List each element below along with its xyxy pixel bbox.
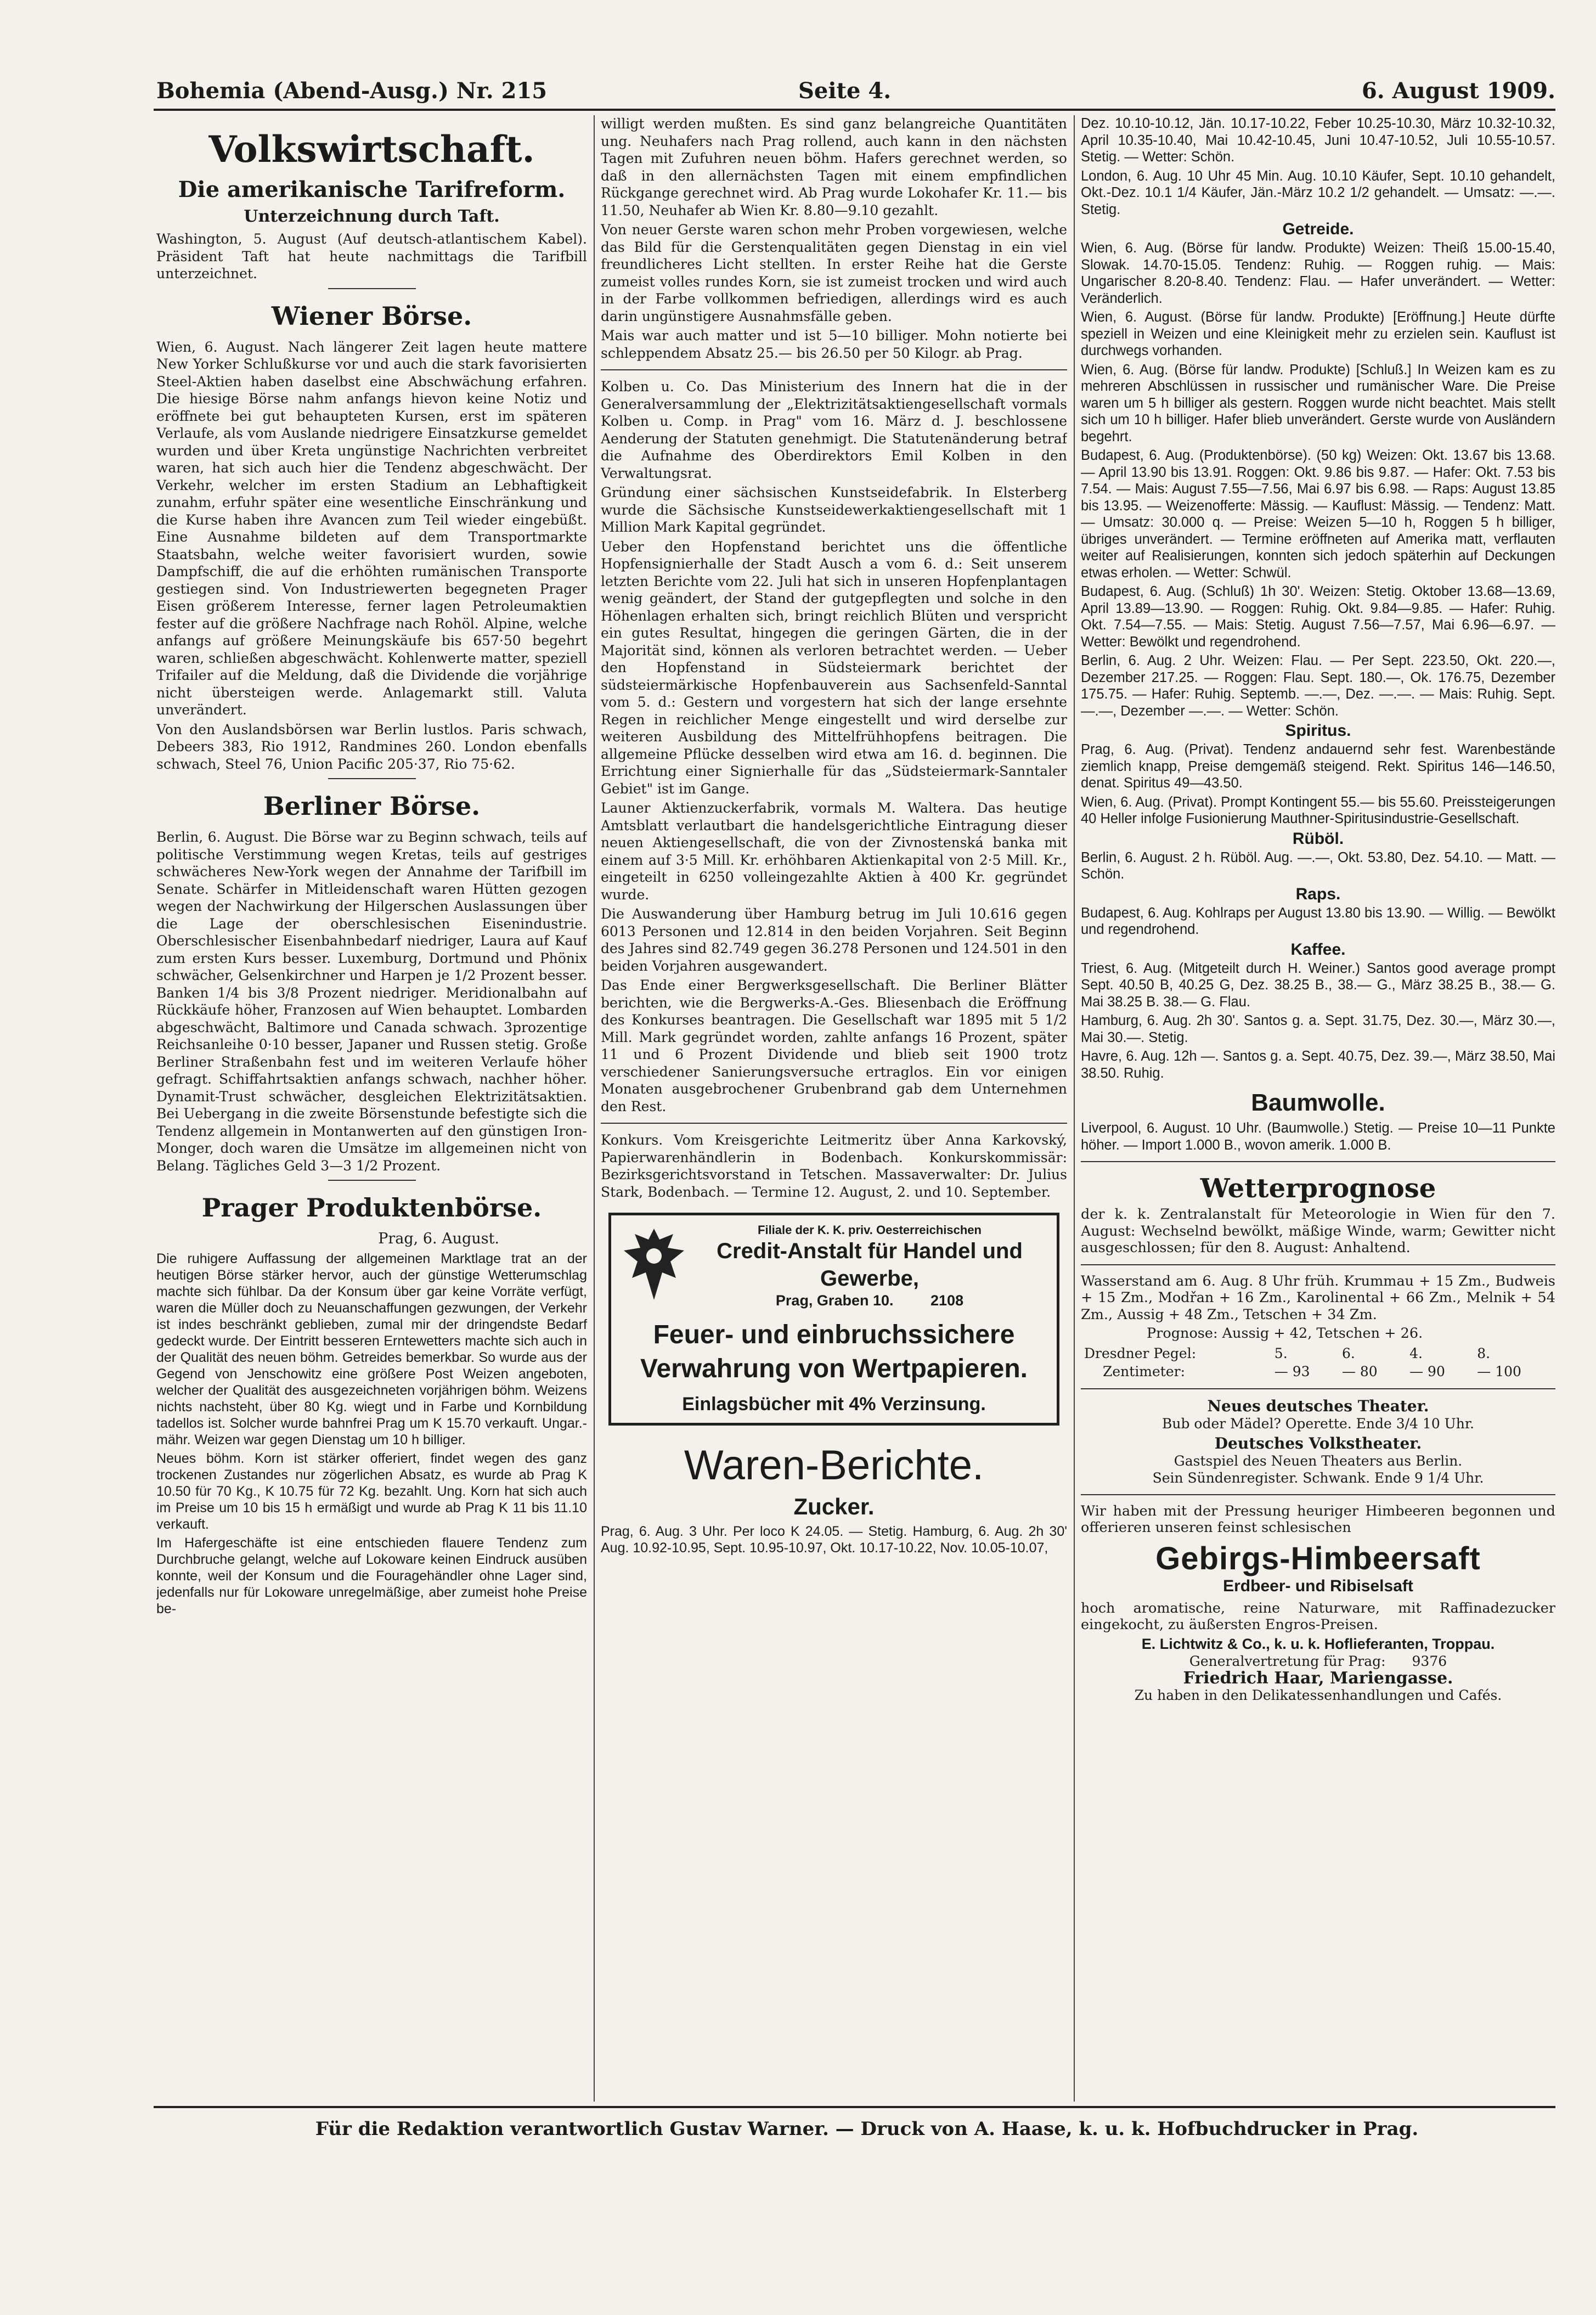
ad-code: 9376 [1412,1653,1447,1669]
table-cell: — 100 [1477,1363,1521,1379]
article-paragraph: Von den Auslandsbörsen war Berlin lustlos. Paris schwach, Debeers 383, Rio 1912, Randmines 260. London ebenfalls schwach, Steel 76, Union Pacific 205·37, Rio 75·62. [156,721,587,772]
article-paragraph: Kolben u. Co. Das Ministerium des Innern hat die in der Generalversammlung der „Elektrizitätsaktiengesellschaft vormals Kolben u. Comp. in Prag" vom 16. März d. J. beschlossene Aenderung der Statuten genehmigt. Die Statutenänderung betraf die Aufnahme des Oberdirektors Emil Kolben in den Verwaltungsrat. [601,379,1067,481]
article-paragraph: Das Ende einer Bergwerksgesellschaft. Die Berliner Blätter berichten, wie die Bergwerks-A.-Ges. Bliesenbach die Eröffnung des Konkurses beantragen. Die Gesellschaft war 1895 mit 5 1/2 Mill. Mark gegründet worden, zahlte anfangs 16 Prozent, später 11 und 6 Prozent Dividende und blieb seit 1900 trotz verschiedener Sanierungsversuche ertraglos. Ein vor einigen Monaten ausgebrochener Grubenbrand gab dem Unternehmen den Rest. [601,977,1067,1114]
article-paragraph: Gründung einer sächsischen Kunstseidefabrik. In Elsterberg wurde die Sächsische Kunstseidewerkaktiengesellschaft mit 1 Million Mark Kapital gegründet. [601,485,1067,535]
divider [328,778,416,779]
ad-firm: E. Lichtwitz & Co., k. u. k. Hoflieferanten, Troppau. [1141,1635,1495,1652]
market-report: Hamburg, 6. Aug. 2h 30'. Santos g. a. Sept. 31.75, Dez. 30.—, März 30.—, Mai 30.—. Stetig. [1081,1013,1555,1045]
market-report: Liverpool, 6. August. 10 Uhr. (Baumwolle.) Stetig. — Preise 10—11 Punkte höher. — Import 1.000 B., wovon amerik. 1.000 B. [1081,1120,1555,1153]
market-report: Triest, 6. Aug. (Mitgeteilt durch H. Weiner.) Santos good average prompt Sept. 40.50 B, 40.25 G, Dez. 38.25 B., 38.— G., März 38.25 B., 38.— G. Mai 38.25 B. 38.— G. Flau. [1081,960,1555,1010]
article-paragraph: Mais war auch matter und ist 5—10 billiger. Mohn notierte bei schleppendem Absatz 25.— bis 26.50 per 50 Kilogr. ab Prag. [601,328,1067,361]
dateline: Prag, 6. August. [378,1230,499,1247]
divider [328,1180,416,1181]
market-report: Prag, 6. Aug. 3 Uhr. Per loco K 24.05. — Stetig. Hamburg, 6. Aug. 2h 30' Aug. 10.92-10.95, Sept. 10.95-10.97, Okt. 10.17-10.22, Nov. 10.05-10.07, [601,1524,1067,1556]
market-report: London, 6. Aug. 10 Uhr 45 Min. Aug. 10.10 Käufer, Sept. 10.10 gehandelt, Okt.-Dez. 10.1 1/4 Käufer, Jän.-März 10.2 1/2 gehandelt. — Umsatz: —.—. Stetig. [1081,168,1555,217]
article-paragraph: Die Auswanderung über Hamburg betrug im Juli 10.616 gegen 6013 Personen und 12.814 in den beiden Vorjahren. Seit Beginn des Jahres sind 82.749 gegen 36.278 Personen und 124.501 in den beiden Vorjahren ausgewandert. [601,906,1067,974]
market-report: Berlin, 6. August. 2 h. Rüböl. Aug. —.—, Okt. 53.80, Dez. 54.10. — Matt. — Schön. [1081,849,1555,882]
column-divider [1074,115,1075,2102]
article-paragraph: Washington, 5. August (Auf deutsch-atlantischem Kabel). Präsident Taft hat heute nachmittags die Tarifbill unterzeichnet. [156,231,587,281]
market-report: Budapest, 6. Aug. Kohlraps per August 13.80 bis 13.90. — Willig. — Bewölkt und regendrohend. [1081,905,1555,937]
article-paragraph: willigt werden mußten. Es sind ganz belangreiche Quantitäten ung. Neuhafers nach Prag rollend, auch kann in den nächsten Tagen mit Zufuhren neuen böhm. Hafers gerechnet werden, so daß in den allernächsten Tagen mit einem empfindlichen Rückgange gerechnet wird. Ab Prag wurde Lokohafer Kr. 11.— bis 11.50, Neuhafer ab Wien Kr. 8.80—9.10 gezahlt. [601,116,1067,218]
article-title: Die amerikanische Tarifreform. [178,177,566,202]
bank-advertisement [608,1213,1059,1426]
ad-representation: Generalvertretung für Prag: [1189,1653,1386,1669]
divider [601,369,1067,370]
ad-availability: Zu haben in den Delikatessenhandlungen und Cafés. [1134,1687,1502,1703]
category-heading: Rüböl. [1292,829,1344,848]
market-report: Havre, 6. Aug. 12h —. Santos g. a. Sept. 40.75, Dez. 39.—, März 38.50, Mai 38.50. Ruhig. [1081,1049,1555,1081]
imprint: Für die Redaktion verantwortlich Gustav Warner. — Druck von A. Haase, k. u. k. Hofbuchdrucker in Prag. [315,2118,1419,2140]
table-cell: Zentimeter: [1103,1363,1186,1379]
divider [601,1123,1067,1124]
theater-program: Bub oder Mädel? Operette. Ende 3/4 10 Uhr. [1162,1415,1474,1432]
divider [1081,1264,1555,1265]
ad-product-sub: Erdbeer- und Ribiselsaft [1223,1576,1413,1595]
article-paragraph: Ueber den Hopfenstand berichtet uns die öffentliche Hopfensignierhalle der Stadt Ausch a vom 6. d.: Seit unserem letzten Berichte vom 22. Juli hat sich in unseren Hopfenplantagen wenig geändert, der Stand der gutgepflegten und solche in den Höhenlagen erhalten sich, bringt reichlich Blüten und verspricht ein gutes Resultat, hingegen die geringen Gärten, die in der Majorität sind, können als verloren betrachtet werden. — Ueber den Hopfenstand in Südsteiermark berichtet der südsteiermärkische Hopfenbauverein aus Sachsenfeld-Sanntal vom 5. d.: Gestern und vorgestern hat sich der lange ersehnte Regen in reichlicher Menge eingestellt und wird derselbe zur weiteren Ausbildung des Mittelfrühhopfens beitragen. Die allgemeine Pflücke desselben wird etwa am 16. d. beginnen. Die Errichtung einer Signierhalle für das „Südsteiermark-Sanntaler Gebiet" ist im Gange. [601,538,1067,797]
bank-service: Feuer- und einbruchssichere Verwahrung von Wertpapieren. [640,1320,1028,1383]
page-header [151,76,1555,106]
bank-name: Credit-Anstalt für Handel und Gewerbe, [717,1239,1023,1291]
category-heading: Raps. [1295,885,1341,903]
header-rule [154,109,1555,111]
table-cell: — 90 [1409,1363,1445,1379]
market-report: Prag, 6. Aug. (Privat). Tendenz andauernd sehr fest. Warenbestände ziemlich knapp, Preise demgemäß steigend. Rekt. Spiritus 146—146.50, denat. Spiritus 49—43.50. [1081,742,1555,791]
ad-intro: Wir haben mit der Pressung heuriger Himbeeren begonnen und offerieren unseren feinst schlesischen [1081,1502,1555,1536]
category-heading: Getreide. [1282,220,1354,238]
ad-text: hoch aromatische, reine Naturware, mit Raffinadezucker eingekocht, zu äußersten Engros-Preisen. [1081,1599,1555,1633]
market-report: Budapest, 6. Aug. (Produktenbörse). (50 kg) Weizen: Okt. 13.67 bis 13.68. — April 13.90 bis 13.91. Roggen: Okt. 9.86 bis 9.87. — Hafer: Okt. 7.53 bis 7.54. — Mais: August 7.55—7.56, Mai 6.97 bis 6.98. — Raps: August 13.85 bis 13.95. — Weizenofferte: Mässig. — Kauflust: Mässig. — Tendenz: Matt. — Umsatz: 30.000 q. — Preise: Weizen 5—10 h, Roggen 5 h billiger, übriges unverändert. — Termine eröffneten auf Amerika matt, verflauten weiter auf Realisierungen, konnten sich jedoch späterhin auf Deckungen etwas erholen. — Wetter: Schwül. [1081,448,1555,581]
theater-name: Deutsches Volkstheater. [1214,1434,1422,1452]
market-report: Wien, 6. Aug. (Privat). Prompt Kontingent 55.— bis 55.60. Preissteigerungen 40 Heller infolge Fusionierung Mauthner-Spiritusindustrie-Gesellschaft. [1081,794,1555,826]
market-reports-title: Waren-Berichte. [684,1442,984,1489]
article-paragraph: Im Hafergeschäfte ist eine entschieden flauere Tendenz zum Durchbruche gelangt, welche auf Lokoware keinen Eindruck ausüben konnte, weil der Konsum und die Fouragehändler ohne Lager sind, jedenfalls nur für Lokoware unregelmäßige, aber zumeist hohe Preise be- [156,1535,587,1616]
table-cell: — 80 [1341,1363,1378,1379]
article-paragraph: Neues böhm. Korn ist stärker offeriert, findet wegen des ganz trockenen Zustandes nur zögerlichen Absatz, es wurde ab Prag K 10.50 für 70 Kg., K 10.75 für 72 Kg. bezahlt. Ung. Korn hat sich auch im Preise um 10 bis 15 h ermäßigt und wurde ab Prag K 11 bis 11.10 verkauft. [156,1451,587,1532]
column-1 [156,115,587,2102]
eagle-crest-icon [621,1223,687,1305]
category-heading: Zucker. [793,1494,875,1519]
article-subtitle: Unterzeichnung durch Taft. [244,207,500,226]
article-paragraph: Berlin, 6. August. Die Börse war zu Beginn schwach, teils auf politische Verstimmung wegen Kretas, teils auf gestriges schwächeres New-York wegen der Annahme der Tarifbill im Senate. Schärfer in Mitleidenschaft waren Hütten gezogen wegen der Nachwirkung der Hilgerschen Auslassungen über die Lage der oberschlesischen Eisenindustrie. Oberschlesischer Eisenbahnbedarf niedriger, Laura auf Kauf zum ersten Kurs besser. Luxemburg, Dortmund und Phönix schwächer, Gelsenkirchner und Harpen je 1/2 Prozent besser. Banken 1/4 bis 3/8 Prozent niedriger. Meridionalbahn auf Rückkäufe höher, Franzosen auf Wien behauptet. Lombarden abgeschwächt, Baltimore und Canada schwach. 3prozentige Reichsanleihe 0·10 besser, Japaner und Russen stetig. Große Berliner Straßenbahn fest und im weiteren Verlaufe höher gefragt. Schiffahrtsaktien anfangs schwach, nachher höher. Dynamit-Trust schwächer, desgleichen Elektrizitätsaktien. Bei Uebergang in die zweite Börsenstunde befestigte sich die Tendenz allgemein in Montanwerten auf den günstigen Iron-Monger, doch waren die Umsätze im allgemeinen nicht von Belang. Tägliches Geld 3—3 1/2 Prozent. [156,829,587,1174]
article-title: Berliner Börse. [263,791,481,821]
ad-dealer: Friedrich Haar, Mariengasse. [1183,1668,1453,1688]
table-cell: 6. [1341,1345,1355,1361]
column-2 [601,115,1067,2102]
article-title: Prager Produktenbörse. [201,1193,542,1223]
category-heading: Baumwolle. [1251,1089,1385,1116]
table-cell: 5. [1274,1345,1288,1361]
market-report: Berlin, 6. Aug. 2 Uhr. Weizen: Flau. — Per Sept. 223.50, Okt. 220.—, Dezember 217.25. — Roggen: Flau. Sept. 180.—, Ok. 176.75, Dezember 175.75. — Hafer: Ruhig. Septemb. —.—, Dez. —.—. — Mais: Ruhig. Sept. —.—, Dezember —.—. — Wetter: Schön. [1081,653,1555,719]
table-cell: 8. [1477,1345,1491,1361]
article-paragraph: Von neuer Gerste waren schon mehr Proben vorgewiesen, welche das Bild für die Gerstenqualitäten gegen Dienstag in ein viel freundlicheres Licht stellten. In erster Reihe hat die Gerste zumeist volles rundes Korn, sie ist zumeist trocken und wird auch in der Farbe vollkommen befriedigen, allerdings wird es auch darin ungünstigere Ausnahmsfälle geben. [601,222,1067,324]
bank-interest: Einlagsbücher mit 4% Verzinsung. [682,1394,986,1415]
category-heading: Spiritus. [1285,722,1351,740]
weather-forecast: der k. k. Zentralanstalt für Meteorologie in Wien für den 7. August: Wechselnd bewölkt, mäßige Winde, warm; Gewitter nicht ausgeschlossen; für den 8. August: Anhaltend. [1081,1206,1555,1256]
bank-branch-line: Filiale der K. K. priv. Oesterreichischen [758,1223,982,1237]
market-report: Budapest, 6. Aug. (Schluß) 1h 30'. Weizen: Stetig. Oktober 13.68—13.69, April 13.89—13.90. — Roggen: Ruhig. Okt. 9.84—9.85. — Hafer: Ruhig. Okt. 7.54—7.55. — Mais: Stetig. August 7.56—7.57, Mai 6.96—6.97. — Wetter: Bewölkt und regendrohend. [1081,584,1555,650]
issue-date: 6. August 1909. [1361,78,1555,104]
divider [328,288,416,289]
column-divider [594,115,595,2102]
divider [1081,1494,1555,1495]
page-number: Seite 4. [798,78,892,104]
ad-product-name: Gebirgs-Himbeersaft [1155,1540,1481,1576]
section-title: Volkswirtschaft. [208,128,535,171]
article-paragraph: Launer Aktienzuckerfabrik, vormals M. Waltera. Das heutige Amtsblatt verlautbart die handelsgerichtliche Eintragung dieser neuen Aktiengesellschaft, die von der Zivnostenská banka mit einem auf 3·5 Mill. Kr. erhöhbaren Aktienkapital von 2·5 Mill. Kr., eingeteilt in 6250 volleingezahlte Aktien à 400 Kr. gegründet wurde. [601,800,1067,903]
market-report: Wien, 6. August. (Börse für landw. Produkte) [Eröffnung.] Heute dürfte speziell in Weizen und eine Kleinigkeit mehr zu erzielen sein. Kauflust ist durchwegs vorhanden. [1081,309,1555,358]
divider [1081,1388,1555,1389]
table-row [1081,1362,1555,1381]
market-report: Dez. 10.10-10.12, Jän. 10.17-10.22, Feber 10.25-10.30, März 10.32-10.32, April 10.35-10.40, Mai 10.42-10.45, Juni 10.47-10.52, Juli 10.55-10.57. Stetig. — Wetter: Schön. [1081,116,1555,165]
table-row [1081,1344,1555,1362]
theater-program: Sein Sündenregister. Schwank. Ende 9 1/4 Uhr. [1152,1469,1484,1486]
divider [1081,1161,1555,1162]
category-heading: Kaffee. [1290,940,1346,959]
article-paragraph: Konkurs. Vom Kreisgerichte Leitmeritz über Anna Karkovský, Papierwarenhändlerin in Bodenbach. Konkurskommissär: Bezirksgerichtsvorstand in Tetschen. Massaverwalter: Dr. Julius Stark, Bodenbach. — Termine 12. August, 2. und 10. September. [601,1132,1067,1200]
water-prognosis: Prognose: Aussig + 42, Tetschen + 26. [1147,1325,1423,1342]
footer-rule [154,2106,1555,2108]
column-3 [1081,115,1555,2102]
bank-address: Prag, Graben 10. [775,1292,894,1309]
theater-program: Gastspiel des Neuen Theaters aus Berlin. [1174,1452,1463,1469]
article-paragraph: Die ruhigere Auffassung der allgemeinen Marktlage trat an der heutigen Börse stärker hervor, auch der günstige Wetterumschlag machte sich fühlbar. Da der Konsum über gar keine Vorräte verfügt, waren die Müller doch zu Neuanschaffungen gezwungen, der Verkehr ist indes beschränkt geblieben, zumal mir der dringendste Bedarf gedeckt wurde. Der Eintritt besseren Erntewetters machte sich auch in der Qualität des neuen böhm. Getreides bemerkbar. So wurde aus der Gegend von Jenschowitz eine größere Post Weizen angeboten, welcher der Qualität des ausgezeichneten vorjährigen böhm. Weizens nichts nachsteht, über 80 Kg. wiegt und in Farbe und Kornbildung tadellos ist. Solcher wurde bahnfrei Prag um K 15.70 verkauft. Ungar.-mähr. Weizen war gegen Dienstag um 10 h billiger. [156,1251,587,1447]
weather-title: Wetterprognose [1200,1173,1436,1204]
gauge-table [1081,1344,1555,1381]
water-level: Wasserstand am 6. Aug. 8 Uhr früh. Krummau + 15 Zm., Budweis + 15 Zm., Modřan + 16 Zm., Karolinental + 66 Zm., Melnik + 54 Zm., Aussig + 48 Zm., Tetschen + 34 Zm. [1081,1272,1555,1323]
theater-name: Neues deutsches Theater. [1207,1396,1429,1415]
table-cell: 4. [1409,1345,1423,1361]
table-cell: Dresdner Pegel: [1084,1345,1197,1361]
article-title: Wiener Börse. [271,301,472,331]
bank-ad-code: 2108 [930,1292,964,1309]
masthead-issue: Bohemia (Abend-Ausg.) Nr. 215 [156,78,548,104]
market-report: Wien, 6. Aug. (Börse für landw. Produkte) [Schluß.] In Weizen kam es zu mehreren Abschlüssen in russischer und rumänischer Ware. Die Preise waren um 5 h billiger als gestern. Roggen wurde nicht beachtet. Mais stellt sich um 10 h billiger. Hafer blieb unverändert. Gerste wurde von Ausländern begehrt. [1081,362,1555,444]
market-report: Wien, 6. Aug. (Börse für landw. Produkte) Weizen: Theiß 15.00-15.40, Slowak. 14.70-15.05. Tendenz: Ruhig. — Roggen ruhig. — Mais: Ungarischer 8.20-8.40. Tendenz: Flau. — Hafer unverändert. — Wetter: Veränderlich. [1081,240,1555,306]
table-cell: — 93 [1274,1363,1310,1379]
article-paragraph: Wien, 6. August. Nach längerer Zeit lagen heute mattere New Yorker Schlußkurse vor und auch die stark favorisierten Steel-Aktien haben daselbst eine Abschwächung erfahren. Die hiesige Börse nahm anfangs hievon keine Notiz und eröffnete bei gut behaupteten Kursen, erst im späteren Verlaufe, als vom Auslande niedrigere Einsatzkurse gemeldet wurden und über Kreta ungünstige Nachrichten verbreitet waren, hat sich auch hier die Tendenz abgeschwächt. Der Verkehr, welcher im ersten Stadium an Lebhaftigkeit zunahm, erfuhr später eine wesentliche Einschränkung und die Kurse haben ihre Avancen zum Teil wieder eingebüßt. Eine Ausnahme bildeten auf dem Transportmarkte Staatsbahn, welche weiter favorisiert wurden, sowie Dampfschiff, die auf die erhöhten rumänischen Transporte gestiegen sind. Von Industriewerten begegneten Prager Eisen größerem Interesse, ferner lagen Petroleumaktien fester auf die größere Nachfrage nach Rohöl. Alpine, welche anfangs auf größere Meinungskäufe bis 657·50 begehrt waren, schließen abgeschwächt. Kohlenwerte matter, speziell Trifailer auf die Meldung, daß die Dividende die vorjährige nicht übersteigen werde. Anlagemarkt still. Valuta unverändert. [156,339,587,718]
